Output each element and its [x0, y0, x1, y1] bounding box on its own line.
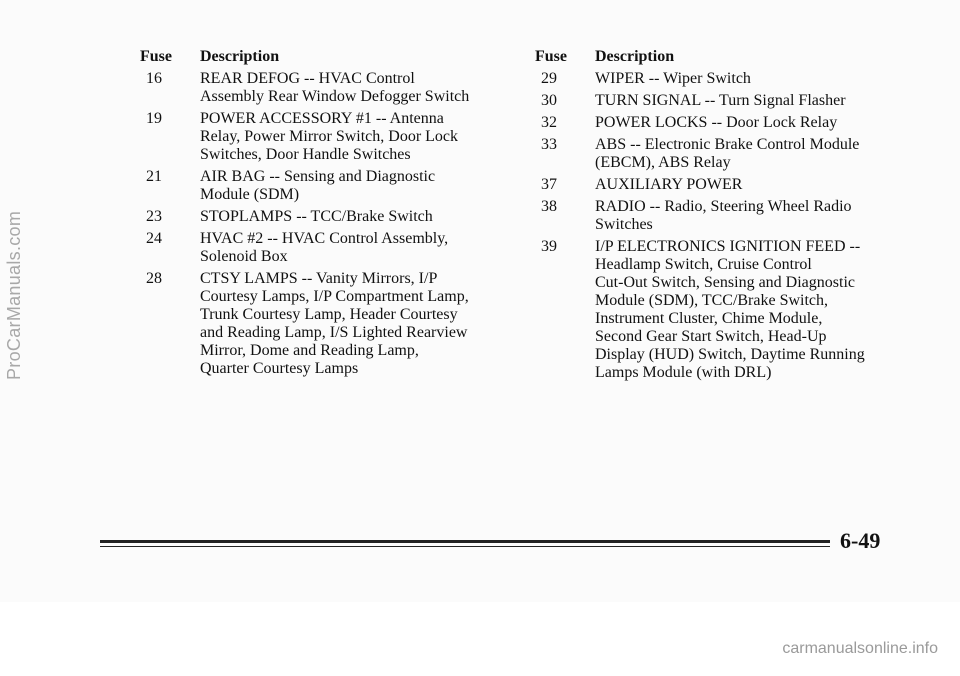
- fuse-description: [595, 92, 885, 110]
- right-rows: [525, 70, 885, 382]
- description-line: TURN SIGNAL -- Turn Signal Flasher: [595, 92, 846, 109]
- description-line: POWER LOCKS -- Door Lock Relay: [595, 114, 838, 131]
- left-rows: [130, 70, 490, 378]
- table-row: [525, 92, 885, 110]
- fuse-table-left: [130, 48, 490, 382]
- page-number: 6-49: [840, 528, 881, 553]
- fuse-description: [595, 114, 885, 132]
- fuse-number: 32: [541, 114, 557, 131]
- description-line: AUXILIARY POWER: [595, 176, 743, 193]
- description-line: Switches: [595, 216, 653, 233]
- table-header: [130, 48, 490, 70]
- fuse-number: 37: [541, 176, 557, 193]
- description-line: RADIO -- Radio, Steering Wheel Radio: [595, 198, 852, 215]
- fuse-number: 39: [541, 238, 557, 255]
- description-line: Headlamp Switch, Cruise Control: [595, 256, 812, 273]
- fuse-description: [595, 238, 885, 382]
- description-line: Instrument Cluster, Chime Module,: [595, 310, 823, 327]
- description-line: ABS -- Electronic Brake Control Module: [595, 136, 860, 153]
- table-row: [130, 230, 490, 266]
- description-line: Mirror, Dome and Reading Lamp,: [200, 342, 419, 359]
- description-line: Lamps Module (with DRL): [595, 364, 772, 381]
- description-line: Switches, Door Handle Switches: [200, 146, 411, 163]
- description-line: STOPLAMPS -- TCC/Brake Switch: [200, 208, 433, 225]
- fuse-number: 33: [541, 136, 557, 153]
- fuse-number: 24: [146, 230, 162, 247]
- side-watermark: ProCarManuals.com: [4, 210, 24, 380]
- fuse-description: [200, 208, 490, 226]
- fuse-description: [200, 168, 490, 204]
- description-line: CTSY LAMPS -- Vanity Mirrors, I/P: [200, 270, 438, 287]
- table-row: [525, 238, 885, 382]
- fuse-description: [595, 70, 885, 88]
- description-line: HVAC #2 -- HVAC Control Assembly,: [200, 230, 449, 247]
- table-row: [525, 176, 885, 194]
- bottom-watermark: carmanualsonline.info: [782, 640, 938, 657]
- table-row: [525, 114, 885, 132]
- fuse-number: 21: [146, 168, 162, 185]
- fuse-description: [200, 110, 490, 164]
- description-line: AIR BAG -- Sensing and Diagnostic: [200, 168, 436, 185]
- fuse-description: [595, 136, 885, 172]
- table-row: [130, 70, 490, 106]
- description-line: and Reading Lamp, I/S Lighted Rearview: [200, 324, 468, 341]
- fuse-number: 38: [541, 198, 557, 215]
- table-row: [525, 136, 885, 172]
- table-row: [130, 110, 490, 164]
- description-line: Solenoid Box: [200, 248, 288, 265]
- table-header: [525, 48, 885, 70]
- description-line: POWER ACCESSORY #1 -- Antenna: [200, 110, 444, 127]
- fuse-number: 29: [541, 70, 557, 87]
- table-row: [525, 70, 885, 88]
- description-line: Assembly Rear Window Defogger Switch: [200, 88, 470, 105]
- fuse-number: 16: [146, 70, 162, 87]
- header-description: Description: [200, 48, 280, 65]
- header-description: Description: [595, 48, 675, 65]
- description-line: Module (SDM): [200, 186, 300, 203]
- description-line: WIPER -- Wiper Switch: [595, 70, 751, 87]
- fuse-number: 23: [146, 208, 162, 225]
- description-line: Display (HUD) Switch, Daytime Running: [595, 346, 865, 363]
- fuse-number: 19: [146, 110, 162, 127]
- table-row: [130, 208, 490, 226]
- description-line: (EBCM), ABS Relay: [595, 154, 731, 171]
- fuse-table-right: [525, 48, 885, 386]
- fuse-description: [595, 198, 885, 234]
- fuse-description: [200, 270, 490, 378]
- description-line: Second Gear Start Switch, Head-Up: [595, 328, 827, 345]
- footer-rule-thick: [100, 540, 830, 543]
- description-line: I/P ELECTRONICS IGNITION FEED --: [595, 238, 861, 255]
- description-line: Courtesy Lamps, I/P Compartment Lamp,: [200, 288, 469, 305]
- header-fuse: Fuse: [140, 48, 172, 65]
- fuse-number: 28: [146, 270, 162, 287]
- description-line: Module (SDM), TCC/Brake Switch,: [595, 292, 829, 309]
- fuse-number: 30: [541, 92, 557, 109]
- description-line: Trunk Courtesy Lamp, Header Courtesy: [200, 306, 458, 323]
- description-line: REAR DEFOG -- HVAC Control: [200, 70, 415, 87]
- fuse-description: [200, 70, 490, 106]
- table-row: [130, 168, 490, 204]
- description-line: Relay, Power Mirror Switch, Door Lock: [200, 128, 459, 145]
- description-line: Cut-Out Switch, Sensing and Diagnostic: [595, 274, 855, 291]
- table-row: [525, 198, 885, 234]
- fuse-description: [595, 176, 885, 194]
- bottom-margin: [0, 602, 960, 676]
- header-fuse: Fuse: [535, 48, 567, 65]
- table-row: [130, 270, 490, 378]
- footer-rule-thin: [100, 546, 830, 547]
- footer-rule: [100, 540, 830, 547]
- fuse-description: [200, 230, 490, 266]
- description-line: Quarter Courtesy Lamps: [200, 360, 359, 377]
